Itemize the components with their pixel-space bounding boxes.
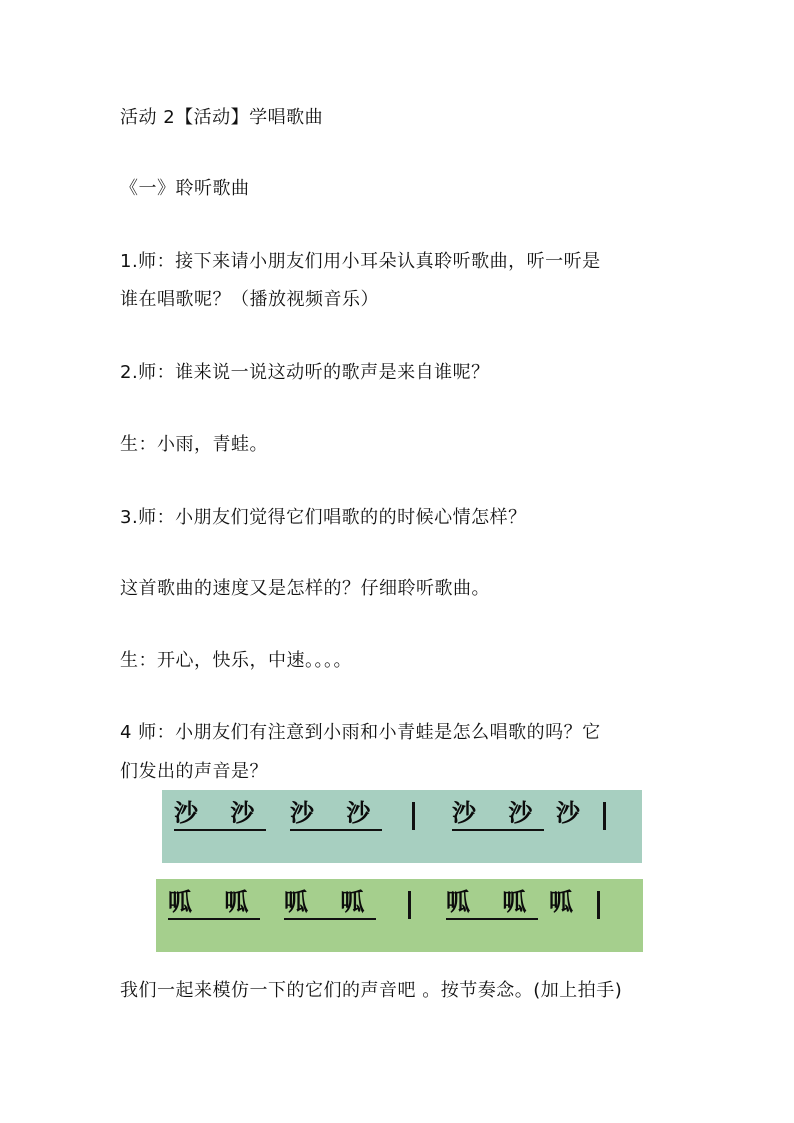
rain-cell-2: 沙 沙 (290, 798, 382, 831)
answer-3: 生：开心，快乐，中速。。。。 (120, 650, 352, 671)
frog-cell-4: 呱 (549, 887, 585, 916)
frog-cell-3: 呱 呱 (446, 887, 538, 920)
answer-2: 生：小雨，青蛙。 (120, 434, 268, 455)
frog-barline-2 (597, 891, 600, 919)
closing-line: 我们一起来模仿一下的它们的声音吧 。按节奏念。(加上拍手) (120, 980, 623, 1001)
frog-rhythm-row (156, 879, 643, 952)
rain-rhythm-row (162, 790, 642, 863)
rain-cell-4: 沙 (556, 798, 592, 827)
question-3: 3.师：小朋友们觉得它们唱歌的的时候心情怎样？ (120, 507, 527, 528)
question-4-line-1: 4 师：小朋友们有注意到小雨和小青蛙是怎么唱歌的吗？它 (120, 722, 601, 743)
question-3-followup: 这首歌曲的速度又是怎样的？仔细聆听歌曲。 (120, 578, 490, 599)
rain-cell-1: 沙 沙 (174, 798, 266, 831)
section-heading: 《一》聆听歌曲 (120, 178, 250, 199)
frog-cell-2: 呱 呱 (284, 887, 376, 920)
frog-barline-1 (408, 891, 411, 919)
question-2: 2.师：谁来说一说这动听的歌声是来自谁呢？ (120, 362, 490, 383)
rain-barline-2 (603, 802, 606, 830)
activity-heading: 活动 2【活动】学唱歌曲 (120, 107, 324, 128)
frog-cell-1: 呱 呱 (168, 887, 260, 920)
question-1-line-2: 谁在唱歌呢？（播放视频音乐） (120, 289, 379, 310)
question-1-line-1: 1.师：接下来请小朋友们用小耳朵认真聆听歌曲，听一听是 (120, 251, 601, 272)
rain-cell-3: 沙 沙 (452, 798, 544, 831)
rain-barline-1 (412, 802, 415, 830)
question-4-line-2: 们发出的声音是？ (120, 761, 268, 782)
